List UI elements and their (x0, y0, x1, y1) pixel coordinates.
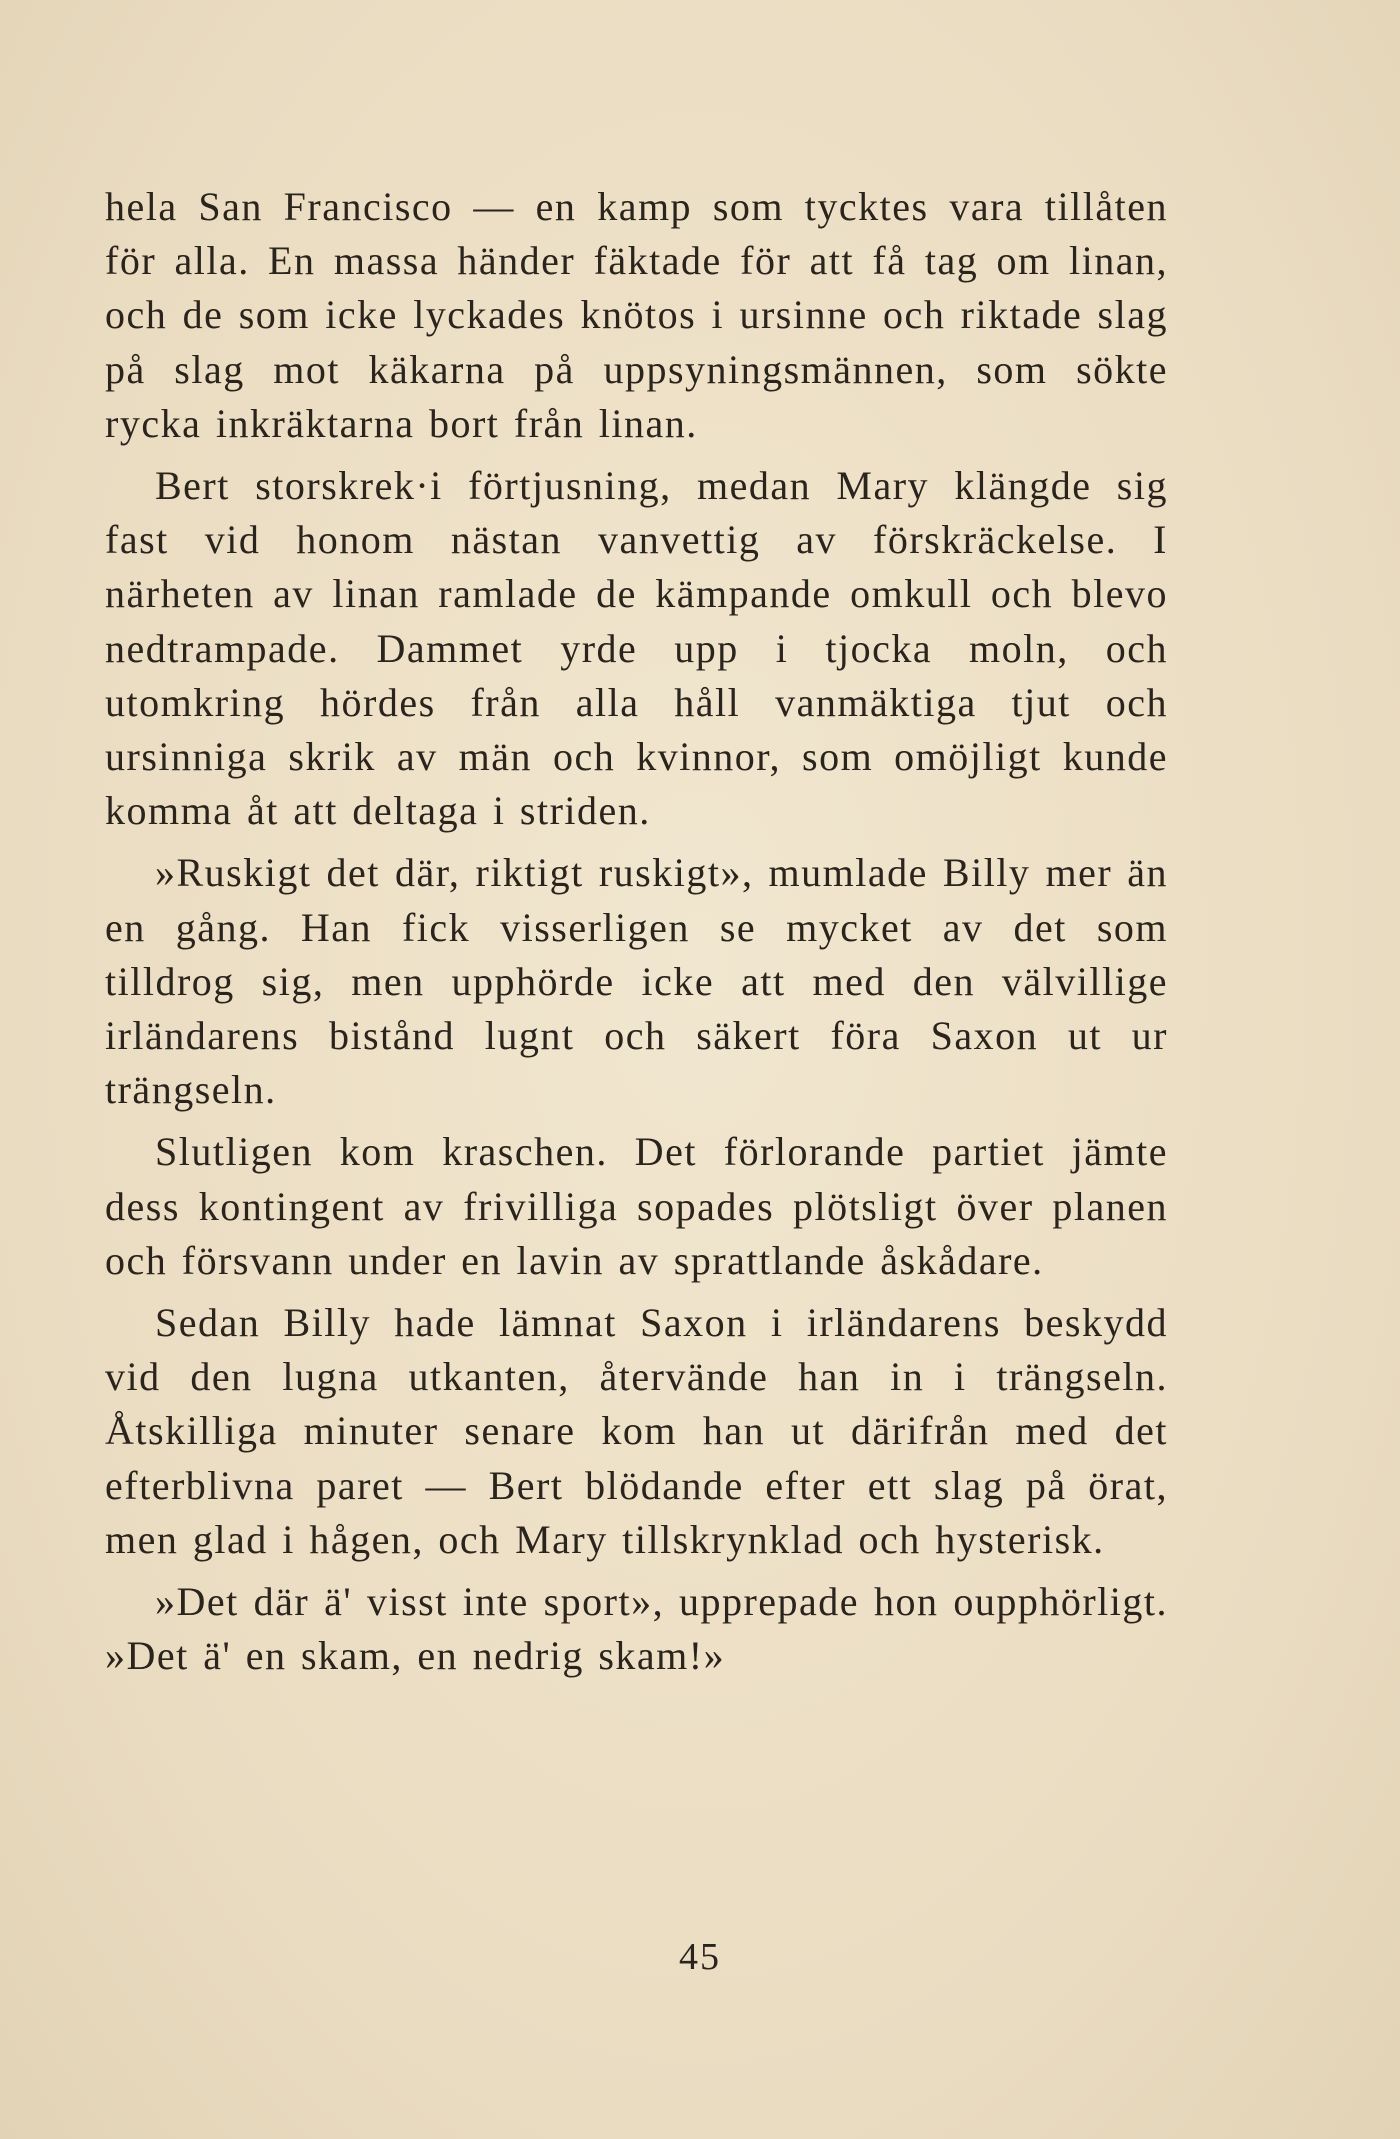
paragraph-2: Bert storskrek·i förtjusning, medan Mary klängde sig fast vid honom nästan vanvettig av förskräckelse. I närheten av linan ramlade de kämpande omkull och blevo nedtrampade. Dammet yrde upp i tjocka moln, och utomkring hördes från alla håll vanmäktiga tjut och ursinniga skrik av män och kvinnor, som omöjligt kunde komma åt att deltaga i striden. (105, 463, 1168, 834)
paragraph-4: Slutligen kom kraschen. Det förlorande partiet jämte dess kontingent av frivilliga sopades plötsligt över planen och försvann under en lavin av sprattlande åskådare. (105, 1129, 1168, 1283)
paragraph-5: Sedan Billy hade lämnat Saxon i irländarens beskydd vid den lugna utkanten, återvände han in i trängseln. Åtskilliga minuter senare kom han ut därifrån med det efterblivna paret — Bert blödande efter ett slag på örat, men glad i hågen, och Mary tillskrynklad och hysterisk. (105, 1300, 1168, 1562)
paragraph-3: »Ruskigt det där, riktigt ruskigt», mumlade Billy mer än en gång. Han fick visserligen se mycket av det som tilldrog sig, men upphörde icke att med den välvillige irländarens bistånd lugnt och säkert föra Saxon ut ur trängseln. (105, 850, 1168, 1113)
page-number: 45 (679, 1936, 721, 1978)
body-text (105, 180, 1168, 1691)
paragraph-6: »Det där ä' visst inte sport», upprepade hon oupphörligt. »Det ä' en skam, en nedrig skam!» (105, 1579, 1168, 1679)
paragraph-1: hela San Francisco — en kamp som tycktes vara tillåten för alla. En massa händer fäktade för att få tag om linan, och de som icke lyckades knötos i ursinne och riktade slag på slag mot käkarna på uppsyningsmännen, som sökte rycka inkräktarna bort från linan. (105, 184, 1168, 446)
